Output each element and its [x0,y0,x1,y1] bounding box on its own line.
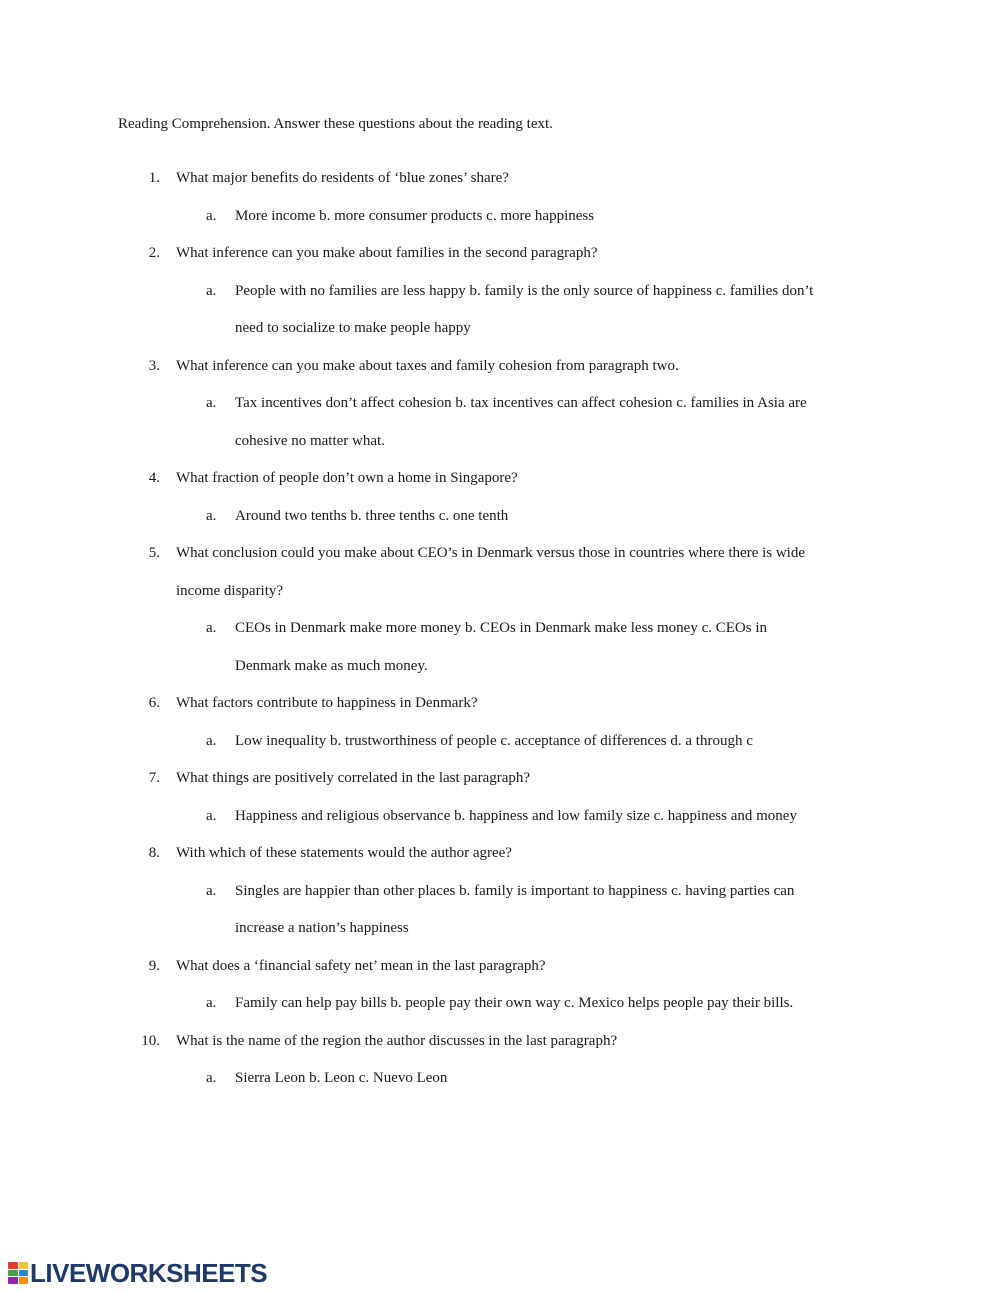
answer-options-continued: Denmark make as much money. [235,657,428,674]
answer-options: Family can help pay bills b. people pay their own way c. Mexico helps people pay their bills. [235,995,794,1011]
question-number: 8. [148,845,160,861]
question-number: 7. [148,770,160,786]
answer-options-line-continued [0,313,1000,351]
answer-options-line [0,201,1000,239]
answer-options: Around two tenths b. three tenths c. one tenth [235,507,509,524]
answer-letter: a. [206,995,217,1011]
question-line [0,351,1000,389]
answer-letter: a. [206,207,217,224]
question-text: What inference can you make about taxes and family cohesion from paragraph two. [176,357,679,374]
question-number: 3. [148,357,160,374]
question-line [0,1026,1000,1064]
answer-options-line [0,801,1000,839]
answer-options-line [0,988,1000,1026]
question-text: What fraction of people don’t own a home in Singapore? [176,470,518,486]
badge-square [8,1277,18,1284]
question-number: 6. [148,695,160,711]
answer-options: More income b. more consumer products c. more happiness [235,207,595,224]
answer-options-line [0,876,1000,914]
answer-options-line [0,1063,1000,1101]
badge-square [8,1270,18,1277]
answer-options-continued: increase a nation’s happiness [235,920,409,936]
question-text: What conclusion could you make about CEO’s in Denmark versus those in countries where there is wide [176,545,806,561]
answer-options-line-continued [0,651,1000,689]
answer-letter: a. [206,807,217,824]
answer-letter: a. [206,395,217,411]
answer-options-line [0,276,1000,314]
question-line [0,951,1000,989]
answer-options: Singles are happier than other places b. family is important to happiness c. having parties can [235,882,795,899]
answer-options-line [0,501,1000,539]
question-number: 2. [148,245,160,261]
question-line [0,763,1000,801]
question-line [0,238,1000,276]
question-text: What inference can you make about families in the second paragraph? [176,245,598,261]
badge-square [8,1262,18,1269]
worksheet-heading: Reading Comprehension. Answer these questions about the reading text. [118,116,553,132]
question-text: What factors contribute to happiness in Denmark? [176,695,478,711]
question-number: 4. [148,470,160,486]
question-line [0,838,1000,876]
question-text: What is the name of the region the author discusses in the last paragraph? [176,1032,618,1049]
question-number: 1. [148,170,160,186]
answer-options: Happiness and religious observance b. happiness and low family size c. happiness and money [235,807,797,824]
logo-text: LIVEWORKSHEETS [30,1257,268,1288]
badge-square [19,1262,29,1269]
answer-options-line-continued [0,913,1000,951]
answer-options-continued: need to socialize to make people happy [235,320,471,336]
badge-square [19,1277,29,1284]
answer-options: Low inequality b. trustworthiness of people c. acceptance of differences d. a through c [235,732,753,749]
answer-letter: a. [206,620,217,636]
answer-options: Sierra Leon b. Leon c. Nuevo Leon [235,1070,448,1086]
answer-options-line [0,726,1000,764]
question-line-continued [0,576,1000,614]
answer-letter: a. [206,1070,217,1086]
live-badge-icon [8,1262,28,1284]
question-line [0,463,1000,501]
answer-options-line [0,388,1000,426]
answer-letter: a. [206,507,217,524]
answer-letter: a. [206,882,217,899]
question-text: With which of these statements would the author agree? [176,845,512,861]
answer-letter: a. [206,282,217,299]
question-line [0,538,1000,576]
question-line [0,688,1000,726]
answer-options: CEOs in Denmark make more money b. CEOs in Denmark make less money c. CEOs in [235,620,767,636]
question-text: What does a ‘financial safety net’ mean in the last paragraph? [176,957,546,974]
question-number: 9. [148,957,160,974]
question-text-continued: income disparity? [176,582,284,599]
question-list [0,163,1000,1101]
answer-letter: a. [206,732,217,749]
answer-options-line [0,613,1000,651]
answer-options: Tax incentives don’t affect cohesion b. tax incentives can affect cohesion c. families in Asia are [235,395,807,411]
answer-options: People with no families are less happy b. family is the only source of happiness c. families don’t [235,282,814,299]
liveworksheets-logo[interactable] [8,1258,267,1288]
answer-options-line-continued [0,426,1000,464]
question-number: 5. [148,545,160,561]
question-text: What major benefits do residents of ‘blue zones’ share? [176,170,509,186]
question-text: What things are positively correlated in the last paragraph? [176,770,531,786]
question-line [0,163,1000,201]
badge-square [19,1270,29,1277]
question-number: 10. [141,1032,160,1049]
answer-options-continued: cohesive no matter what. [235,432,385,449]
